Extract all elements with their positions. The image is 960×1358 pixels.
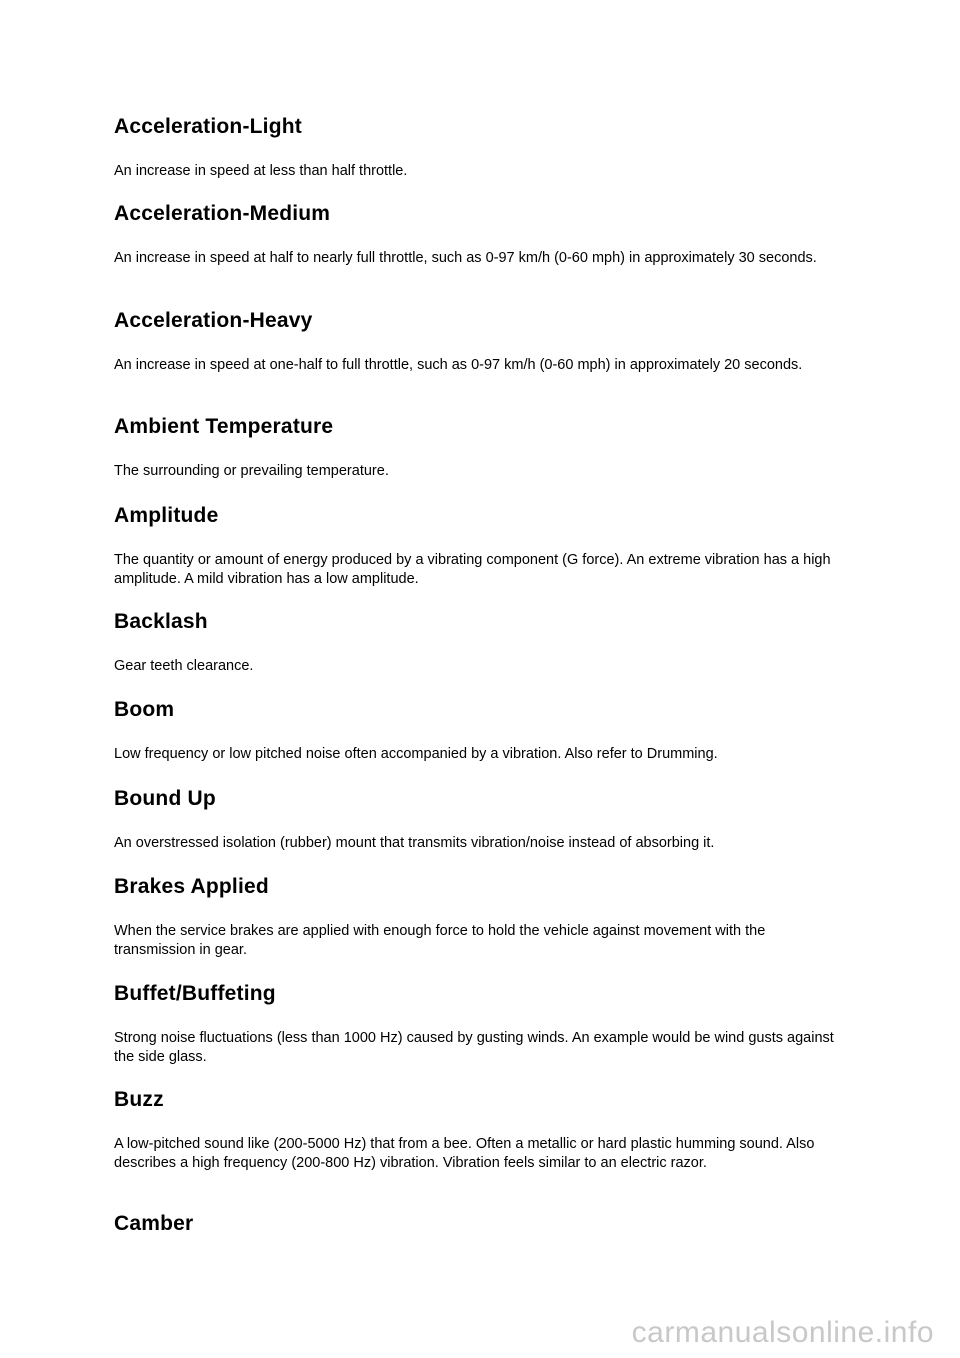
- term-heading: Buzz: [114, 1088, 164, 1111]
- glossary-entry-buffet-buffeting: [114, 981, 846, 1065]
- term-definition: An increase in speed at one-half to full throttle, such as 0-97 km/h (0-60 mph) in approximately 20 seconds.: [114, 357, 803, 373]
- glossary-entry-ambient-temperature: [114, 414, 846, 479]
- term-heading: Bound Up: [114, 787, 216, 810]
- glossary-entry-boom: [114, 697, 846, 762]
- term-heading: Amplitude: [114, 504, 219, 527]
- glossary-entry-acceleration-medium: [114, 201, 846, 266]
- term-heading: Brakes Applied: [114, 875, 269, 898]
- term-heading: Buffet/Buffeting: [114, 982, 276, 1005]
- glossary-entry-acceleration-heavy: [114, 308, 846, 373]
- term-definition: When the service brakes are applied with enough force to hold the vehicle against movement with the transmission in gear.: [114, 923, 766, 958]
- term-definition: An increase in speed at less than half throttle.: [114, 163, 408, 179]
- term-definition: Gear teeth clearance.: [114, 658, 254, 674]
- glossary-entry-brakes-applied: [114, 874, 846, 958]
- glossary-entry-acceleration-light: [114, 114, 846, 179]
- term-definition: Low frequency or low pitched noise often accompanied by a vibration. Also refer to Drumming.: [114, 746, 718, 762]
- term-definition: The quantity or amount of energy produced by a vibrating component (G force). An extreme vibration has a high amplitude. A mild vibration has a low amplitude.: [114, 552, 831, 587]
- term-heading: Acceleration-Light: [114, 115, 302, 138]
- glossary-entry-amplitude: [114, 503, 846, 587]
- term-definition: The surrounding or prevailing temperature.: [114, 463, 389, 479]
- glossary-entry-bound-up: [114, 786, 846, 851]
- term-heading: Acceleration-Medium: [114, 202, 331, 225]
- term-definition: A low-pitched sound like (200-5000 Hz) that from a bee. Often a metallic or hard plastic humming sound. Also describes a high frequency (200-800 Hz) vibration. Vibration feels similar to an electric razor.: [114, 1136, 815, 1171]
- glossary-entry-camber: [114, 1211, 846, 1237]
- term-heading: Acceleration-Heavy: [114, 309, 313, 332]
- term-definition: Strong noise fluctuations (less than 1000 Hz) caused by gusting winds. An example would be wind gusts against the side glass.: [114, 1030, 834, 1065]
- term-definition: An increase in speed at half to nearly full throttle, such as 0-97 km/h (0-60 mph) in approximately 30 seconds.: [114, 250, 817, 266]
- site-watermark: carmanualsonline.info: [631, 1316, 934, 1349]
- term-heading: Camber: [114, 1212, 194, 1235]
- glossary-entry-backlash: [114, 609, 846, 674]
- glossary-entry-buzz: [114, 1087, 846, 1171]
- term-heading: Boom: [114, 698, 175, 721]
- term-heading: Backlash: [114, 610, 208, 633]
- term-heading: Ambient Temperature: [114, 415, 334, 438]
- term-definition: An overstressed isolation (rubber) mount that transmits vibration/noise instead of absorbing it.: [114, 835, 715, 851]
